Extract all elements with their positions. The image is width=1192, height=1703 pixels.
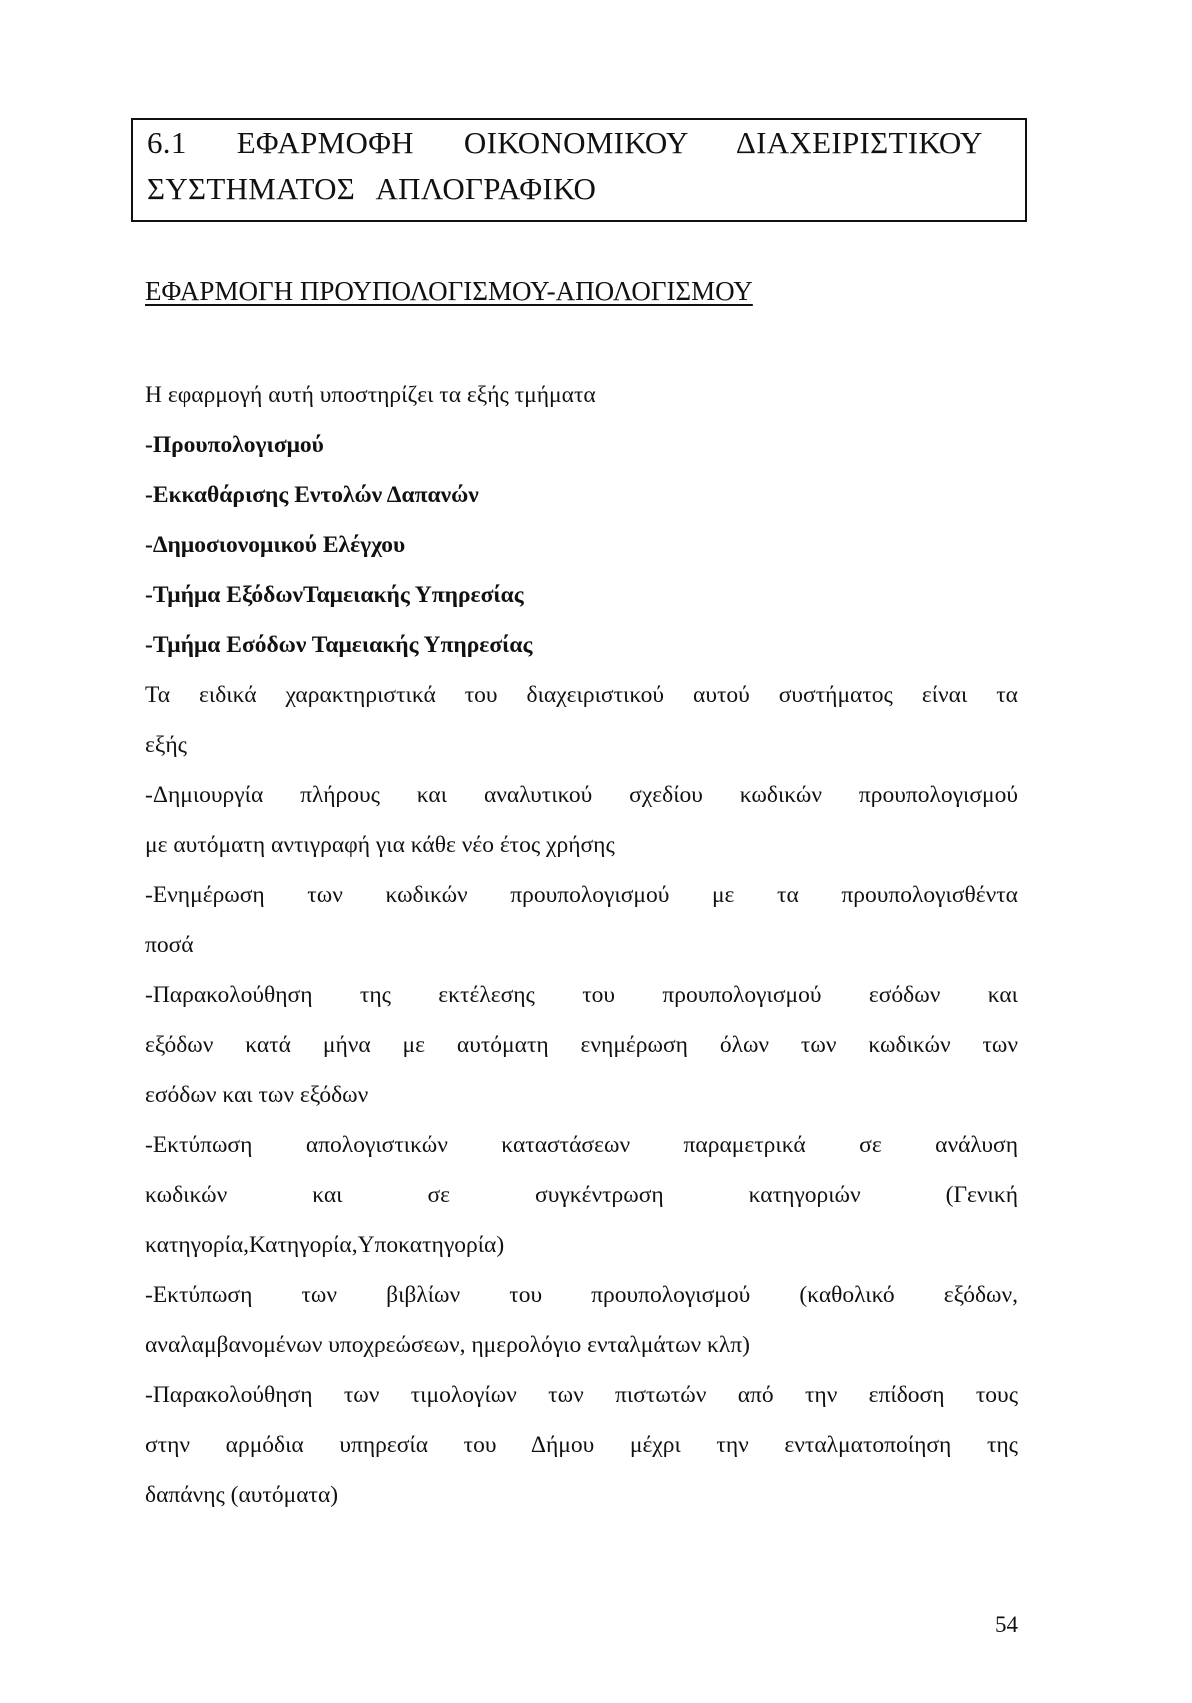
subtitle-underlined: ΕΦΑΡΜΟΓΗ ΠΡΟΥΠΟΛΟΓΙΣΜΟΥ-ΑΠΟΛΟΓΙΣΜΟΥ	[145, 276, 753, 306]
intro-paragraph: Η εφαρμογή αυτή υποστηρίζει τα εξής τμήματα	[145, 382, 596, 408]
module-item: -Δημοσιονομικού Ελέγχου	[145, 532, 406, 558]
feature-line: -Παρακολούθηση της εκτέλεσης του προυπολογισμού εσόδων και	[145, 982, 1018, 1008]
feature-line: -Εκτύπωση απολογιστικών καταστάσεων παραμετρικά σε ανάλυση	[145, 1132, 1018, 1158]
page-number: 54	[995, 1612, 1018, 1637]
features-intro-line: Τα ειδικά χαρακτηριστικά του διαχειριστικού αυτού συστήματος είναι τα	[145, 682, 1018, 708]
module-item: -Τμήμα Εσόδων Ταμειακής Υπηρεσίας	[145, 632, 533, 658]
feature-line: δαπάνης (αυτόματα)	[145, 1482, 339, 1508]
features-intro-line: εξής	[145, 732, 187, 758]
section-heading-line-2: ΣΥΣΤΗΜΑΤΟΣ ΑΠΛΟΓΡΑΦΙΚΟ	[147, 171, 597, 206]
feature-line: στην αρμόδια υπηρεσία του Δήμου μέχρι την ενταλματοποίηση της	[145, 1432, 1018, 1458]
feature-line: -Εκτύπωση των βιβλίων του προυπολογισμού (καθολικό εξόδων,	[145, 1282, 1018, 1308]
feature-line: με αυτόματη αντιγραφή για κάθε νέο έτος χρήσης	[145, 832, 615, 858]
feature-line: αναλαμβανομένων υποχρεώσεων, ημερολόγιο ενταλμάτων κλπ)	[145, 1332, 750, 1358]
module-item: -Τμήμα ΕξόδωνΤαμειακής Υπηρεσίας	[145, 582, 524, 608]
section-heading-box	[131, 118, 1027, 222]
feature-line: ποσά	[145, 932, 194, 958]
feature-line: -Δημιουργία πλήρους και αναλυτικού σχεδίου κωδικών προυπολογισμού	[145, 782, 1018, 808]
feature-line: κωδικών και σε συγκέντρωση κατηγοριών (Γενική	[145, 1182, 1018, 1208]
feature-line: εξόδων κατά μήνα με αυτόματη ενημέρωση όλων των κωδικών των	[145, 1032, 1018, 1058]
module-item: -Εκκαθάρισης Εντολών Δαπανών	[145, 482, 479, 508]
feature-line: -Παρακολούθηση των τιμολογίων των πιστωτών από την επίδοση τους	[145, 1382, 1018, 1408]
feature-line: -Ενημέρωση των κωδικών προυπολογισμού με τα προυπολογισθέντα	[145, 882, 1018, 908]
section-heading-line-1: 6.1 ΕΦΑΡΜΟΦΗ ΟΙΚΟΝΟΜΙΚΟΥ ΔΙΑΧΕΙΡΙΣΤΙΚΟΥ	[147, 125, 983, 160]
feature-line: εσόδων και των εξόδων	[145, 1082, 369, 1108]
module-item: -Προυπολογισμού	[145, 432, 324, 458]
feature-line: κατηγορία,Κατηγορία,Υποκατηγορία)	[145, 1232, 505, 1258]
